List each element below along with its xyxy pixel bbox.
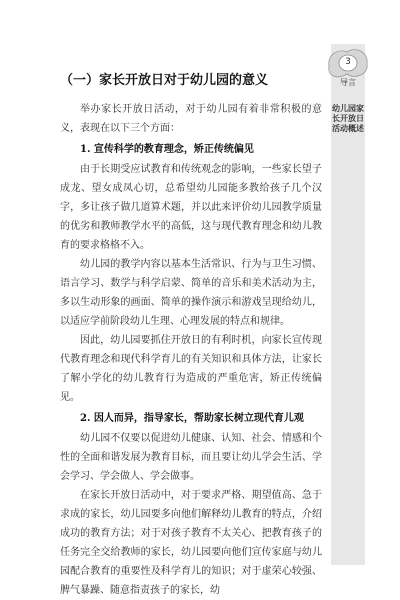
paragraph-1-3: 因此，幼儿园要抓住开放日的有利时机，向家长宣传现代教育理念和现代科学育儿的有关知识和具体方法，让家长了解小学化的幼儿教育行为造成的严重危害，矫正传统偏见。 bbox=[60, 335, 322, 403]
side-label-chapter: 幼儿园家长开放日活动概述 bbox=[332, 104, 364, 133]
section-heading: （一）家长开放日对于幼儿园的意义 bbox=[60, 73, 269, 88]
paragraph-2-2: 在家长开放日活动中，对于要求严格、期望值高、急于求成的家长，幼儿园要多向他们解释幼儿教育的特点，介绍成功的教育方法；对于对孩子教育不太关心、把教育孩子的任务完全交给教师的家长，幼儿园要向他们宣传家庭与幼儿园配合教育的重要性及科学育儿的知识；对于虚荣心较强、脾气暴躁、随意指责孩子的家长，幼 bbox=[60, 490, 322, 596]
intro-paragraph: 举办家长开放日活动，对于幼儿园有着非常积极的意义，表现在以下三个方面： bbox=[60, 104, 322, 134]
paragraph-1-2: 幼儿园的教学内容以基本生活常识、行为与卫生习惯、语言学习、数学与科学启蒙、简单的音乐和美术活动为主，多以生动形象的画面、简单的操作演示和游戏呈现给幼儿，以适应学前阶段幼儿生理、心理发展的特点和规律。 bbox=[60, 259, 322, 327]
side-label-intro: 导言 bbox=[340, 78, 356, 87]
paragraph-1-1: 由于长期受应试教育和传统观念的影响，一些家长望子成龙、望女成凤心切，总希望幼儿园能多教给孩子几个汉字，多让孩子做几道算术题，并以此来评价幼儿园教学质量的优劣和教师教学水平的高低，这与现代教育理念和幼儿教育的要求格格不入。 bbox=[60, 164, 322, 251]
subheading-1: 1. 宣传科学的教育理念，矫正传统偏见 bbox=[80, 144, 254, 155]
subheading-2: 2. 因人而异，指导家长，帮助家长树立现代育儿观 bbox=[80, 413, 304, 424]
main-text-column bbox=[60, 72, 322, 600]
page-number: 3 bbox=[345, 57, 351, 67]
page-number-badge bbox=[325, 44, 371, 82]
paragraph-2-1: 幼儿园不仅要以促进幼儿健康、认知、社会、情感和个性的全面和谐发展为教育目标，而且要让幼儿学会生活、学会学习、学会做人、学会做事。 bbox=[60, 433, 322, 482]
